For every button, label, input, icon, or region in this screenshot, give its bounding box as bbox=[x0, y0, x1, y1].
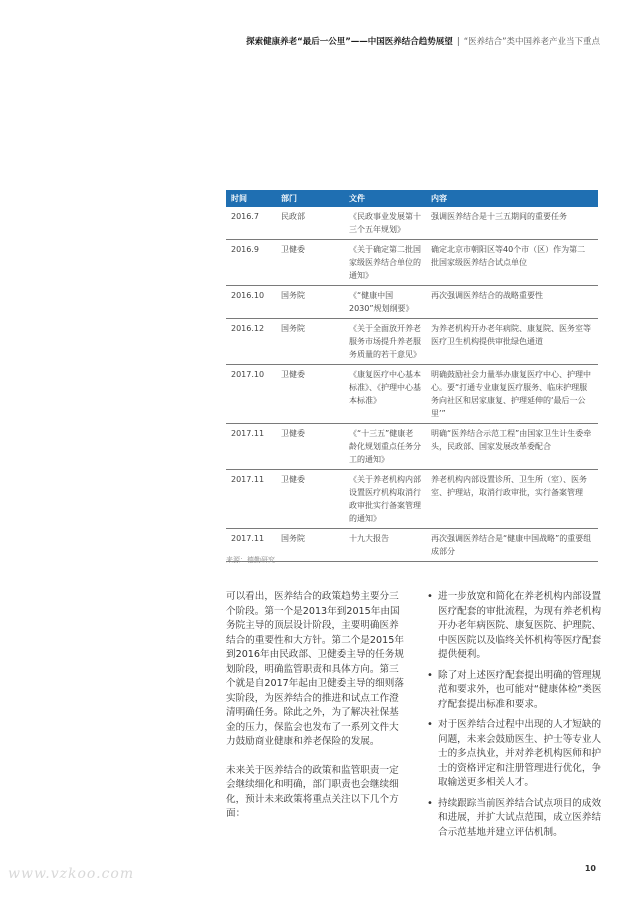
table-row bbox=[226, 319, 598, 365]
bullet-icon: • bbox=[427, 669, 433, 681]
table-source: 来源：德勤研究 bbox=[226, 556, 275, 564]
cell-dept: 国务院 bbox=[276, 286, 344, 319]
cell-time: 2016.9 bbox=[226, 240, 276, 286]
table-row bbox=[226, 424, 598, 470]
cell-doc: 《关于全面放开养老服务市场提升养老服务质量的若干意见》 bbox=[344, 319, 426, 365]
column-header-doc: 文件 bbox=[344, 190, 426, 207]
cell-dept: 国务院 bbox=[276, 529, 344, 562]
table-row bbox=[226, 529, 598, 562]
cell-content: 确定北京市朝阳区等40个市（区）作为第二批国家级医养结合试点单位 bbox=[426, 240, 598, 286]
cell-dept: 国务院 bbox=[276, 319, 344, 365]
outlook-list bbox=[427, 590, 603, 840]
list-item bbox=[427, 590, 603, 663]
cell-content: 明确鼓励社会力量举办康复医疗中心、护理中心。要“打通专业康复医疗服务、临床护理服务向社区和居家康复、护理延伸的‘最后一公里’” bbox=[426, 365, 598, 424]
list-item-text: 除了对上述医疗配套提出明确的管理规范和要求外，也可能对“健康体检”类医疗配套提出标准和要求。 bbox=[438, 669, 602, 710]
table-row bbox=[226, 365, 598, 424]
list-item-text: 进一步放宽和简化在养老机构内部设置医疗配套的审批流程，为现有养老机构开办老年病医院、康复医院、护理院、中医医院以及临终关怀机构等医疗配套提供便利。 bbox=[438, 591, 602, 660]
cell-dept: 卫健委 bbox=[276, 365, 344, 424]
cell-dept: 卫健委 bbox=[276, 240, 344, 286]
bullet-icon: • bbox=[427, 591, 433, 602]
body-right-column bbox=[427, 590, 603, 846]
list-item bbox=[427, 797, 603, 841]
table-row bbox=[226, 207, 598, 240]
cell-time: 2017.11 bbox=[226, 529, 276, 562]
policy-table bbox=[226, 190, 598, 562]
watermark: www.vzkoo.com bbox=[8, 866, 135, 882]
cell-time: 2016.7 bbox=[226, 207, 276, 240]
list-item-text: 对于医养结合过程中出现的人才短缺的问题，未来会鼓励医生、护士等专业人士的多点执业，并对养老机构医师和护士的资格评定和注册管理进行优化，争取输送更多相关人才。 bbox=[438, 719, 602, 788]
cell-content: 为养老机构开办老年病院、康复院、医务室等医疗卫生机构提供审批绿色通道 bbox=[426, 319, 598, 365]
cell-doc: 《“健康中国2030”规划纲要》 bbox=[344, 286, 426, 319]
cell-time: 2016.10 bbox=[226, 286, 276, 319]
column-header-time: 时间 bbox=[226, 190, 276, 207]
body-paragraph: 未来关于医养结合的政策和监管职责一定会继续细化和明确，部门职责也会继续细化，预计未来政策将重点关注以下几个方面： bbox=[226, 764, 399, 819]
cell-doc: 《康复医疗中心基本标准》、《护理中心基本标准》 bbox=[344, 365, 426, 424]
column-header-dept: 部门 bbox=[276, 190, 344, 207]
cell-dept: 卫健委 bbox=[276, 470, 344, 529]
page-number: 10 bbox=[584, 864, 596, 873]
cell-doc: 《关于养老机构内部设置医疗机构取消行政审批实行备案管理的通知》 bbox=[344, 470, 426, 529]
cell-doc: 《关于确定第二批国家级医养结合单位的通知》 bbox=[344, 240, 426, 286]
cell-doc: 十九大报告 bbox=[344, 529, 426, 562]
cell-time: 2017.10 bbox=[226, 365, 276, 424]
header-title: 探索健康养老“最后一公里”——中国医养结合趋势展望 bbox=[246, 37, 453, 47]
cell-dept: 卫健委 bbox=[276, 424, 344, 470]
cell-time: 2017.11 bbox=[226, 470, 276, 529]
cell-doc: 《“十三五”健康老龄化规划重点任务分工的通知》 bbox=[344, 424, 426, 470]
body-paragraph: 可以看出，医养结合的政策趋势主要分三个阶段。第一个是2013年到2015年由国务院主导的顶层设计阶段，主要明确医养结合的重要性和大方针。第二个是2015年到2016年由民政部、卫健委主导的任务规划阶段，明确监管职责和具体方向。第三个就是自2017年起由卫健委主导的细则落实阶段，为医养结合的推进和试点工作澄清明确任务。除此之外，为了解决社保基金的压力，保监会也发布了一系列文件大力鼓励商业健康和养老保险的发展。 bbox=[226, 591, 404, 747]
bullet-icon: • bbox=[427, 719, 433, 730]
list-item bbox=[427, 669, 603, 713]
bullet-icon: • bbox=[427, 797, 433, 809]
header-separator: | bbox=[456, 37, 460, 47]
cell-doc: 《民政事业发展第十三个五年规划》 bbox=[344, 207, 426, 240]
cell-content: 养老机构内部设置诊所、卫生所（室）、医务室、护理站，取消行政审批，实行备案管理 bbox=[426, 470, 598, 529]
cell-content: 再次强调医养结合是“健康中国战略”的重要组成部分 bbox=[426, 529, 598, 562]
header-section: “医养结合”类中国养老产业当下重点 bbox=[463, 37, 600, 47]
table-row bbox=[226, 286, 598, 319]
body-left-column bbox=[226, 590, 408, 836]
list-item-text: 持续跟踪当前医养结合试点项目的成效和进展，并扩大试点范围，成立医养结合示范基地并建立评估机制。 bbox=[438, 797, 602, 838]
running-header bbox=[200, 36, 600, 48]
table-row bbox=[226, 470, 598, 529]
column-header-content: 内容 bbox=[426, 190, 598, 207]
cell-time: 2017.11 bbox=[226, 424, 276, 470]
cell-content: 明确“医养结合示范工程”由国家卫生计生委牵头，民政部、国家发展改革委配合 bbox=[426, 424, 598, 470]
cell-time: 2016.12 bbox=[226, 319, 276, 365]
list-item bbox=[427, 718, 603, 791]
cell-content: 强调医养结合是十三五期间的重要任务 bbox=[426, 207, 598, 240]
table-header-row bbox=[226, 190, 598, 207]
cell-content: 再次强调医养结合的战略重要性 bbox=[426, 286, 598, 319]
cell-dept: 民政部 bbox=[276, 207, 344, 240]
table-row bbox=[226, 240, 598, 286]
